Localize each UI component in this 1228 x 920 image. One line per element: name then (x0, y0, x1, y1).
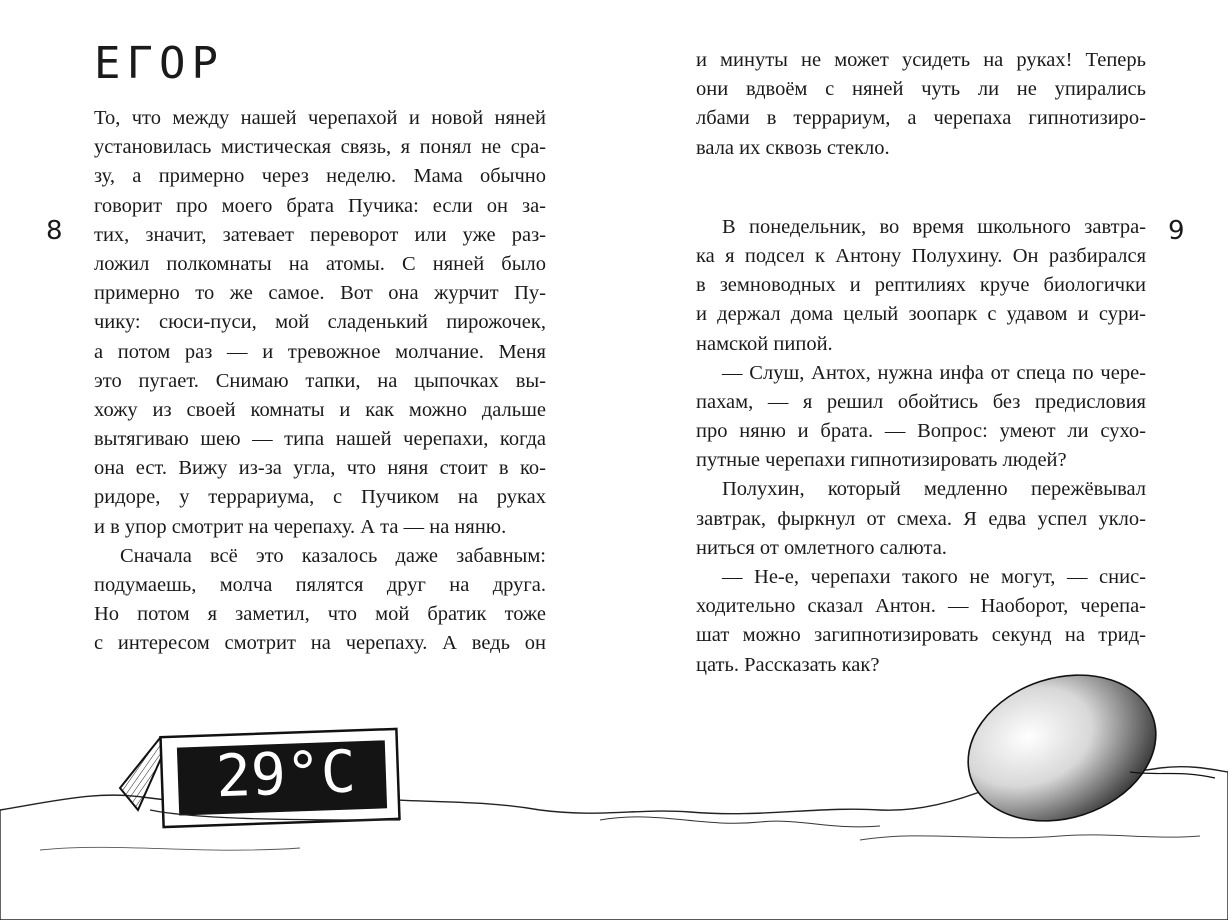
text-line: намской пипой. (696, 332, 833, 355)
text-line: про няню и брата. — Вопрос: умеют ли сухо- (696, 420, 1146, 443)
paragraph-start-line: Сначала всё это казалось даже забавным: (120, 544, 546, 567)
text-line: ка я подсел к Антону Полухину. Он разбирался (696, 244, 1146, 267)
text-line: пахам, — я решил обойтись без предисловия (696, 390, 1146, 413)
text-line: она ест. Вижу из-за угла, что няня стоит в ко- (94, 457, 546, 480)
text-line: Но потом я заметил, что мой братик тоже (94, 603, 546, 626)
text-line: установилась мистическая связь, я понял не сра- (94, 136, 546, 159)
paragraph-start-line: Полухин, который медленно пережёвывал (722, 478, 1146, 501)
text-line: они вдвоём с няней чуть ли не упирались (696, 78, 1146, 101)
text-line: зу, а примерно через неделю. Мама обычно (94, 165, 546, 188)
section-break (696, 163, 1146, 213)
text-line: это пугает. Снимаю тапки, на цыпочках вы- (94, 369, 546, 392)
text-line: вала их сквозь стекло. (696, 136, 890, 159)
right-page-text (696, 46, 1146, 680)
clock-reading: 29°C (214, 737, 357, 811)
text-line: ридоре, у террариума, с Пучиком на руках (94, 486, 546, 509)
text-line: примерно то же самое. Вот она журчит Пу- (94, 282, 546, 305)
left-page-text (94, 104, 546, 659)
text-line: цать. Рассказать как? (696, 653, 880, 676)
text-line: вытягиваю шею — типа нашей черепахи, когда (94, 428, 546, 451)
page-number-left: 8 (46, 216, 63, 246)
text-line: с интересом смотрит на черепаху. А ведь он (94, 632, 546, 655)
text-line: чику: сюси-пуси, мой сладенький пирожочек, (94, 311, 546, 334)
page-number-right: 9 (1168, 216, 1185, 246)
text-line: лбами в террариум, а черепаха гипнотизиро- (696, 107, 1146, 130)
paragraph-start-line: — Слуш, Антох, нужна инфа от спеца по чере- (722, 361, 1146, 384)
text-line: говорит про моего брата Пучика: если он за- (94, 194, 546, 217)
sand-illustration (0, 660, 1228, 920)
text-line: ходительно сказал Антон. — Наоборот, черепа- (696, 595, 1146, 618)
text-line: шат можно загипнотизировать секунд на трид- (696, 624, 1146, 647)
text-line: и в упор смотрит на черепаху. А та — на няню. (94, 515, 507, 538)
text-line: ниться от омлетного салюта. (696, 536, 947, 559)
text-line: а потом раз — и тревожное молчание. Меня (94, 340, 546, 363)
paragraph-start-line: — Не-е, черепахи такого не могут, — снис- (722, 566, 1146, 588)
clock-icon (120, 729, 400, 827)
text-line: и держал дома целый зоопарк с удавом и сури- (696, 303, 1146, 326)
text-line: То, что между нашей черепахой и новой няней (94, 107, 546, 129)
paragraph-start-line: В понедельник, во время школьного завтра- (722, 215, 1146, 238)
text-line: подумаешь, молча пялятся друг на друга. (94, 574, 546, 596)
text-line: в земноводных и рептилиях круче биологички (696, 274, 1146, 297)
chapter-title: ЕГОР (94, 38, 224, 89)
text-line: хожу из своей комнаты и как можно дальше (94, 398, 546, 421)
text-line: тих, значит, затевает переворот или уже раз- (94, 223, 546, 246)
text-line: завтрак, фыркнул от смеха. Я едва успел укло- (696, 507, 1146, 530)
text-line: путные черепахи гипнотизировать людей? (696, 449, 1067, 472)
text-line: ложил полкомнаты на атомы. С няней было (94, 252, 546, 275)
text-line: и минуты не может усидеть на руках! Теперь (696, 49, 1146, 71)
